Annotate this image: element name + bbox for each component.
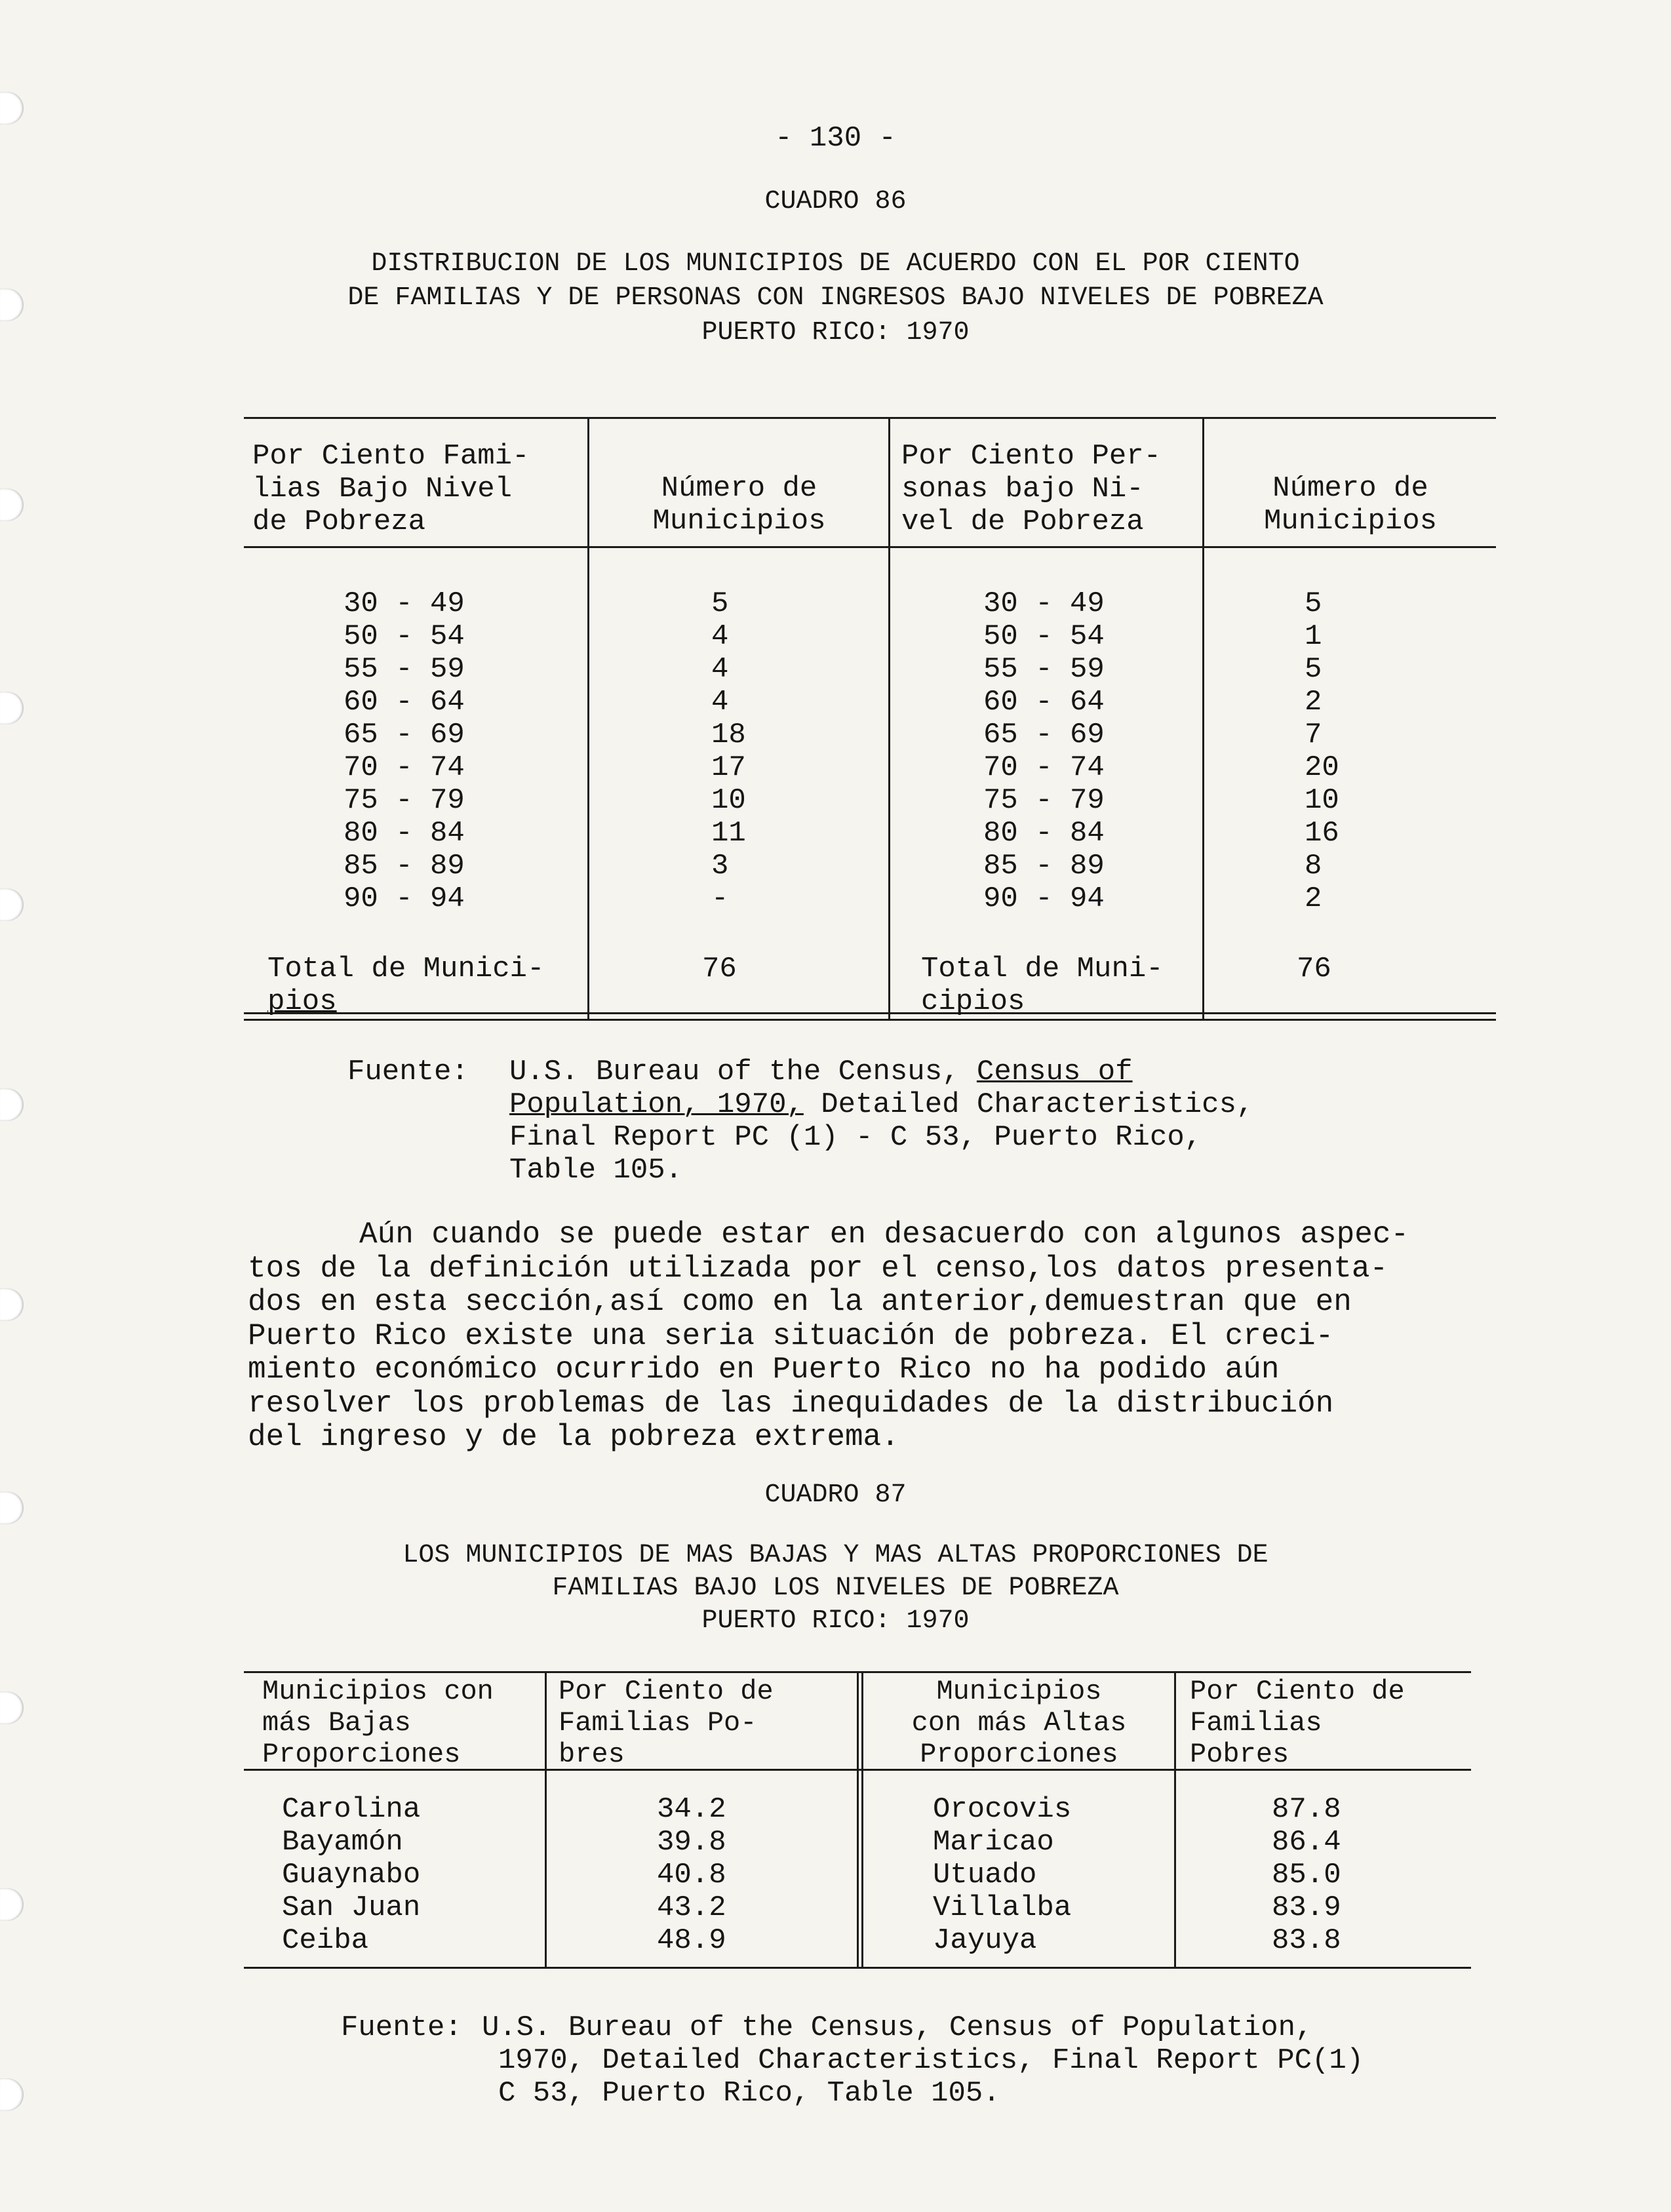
column-divider	[857, 1671, 859, 1969]
source-text: U.S. Bureau of the Census, Census of Population, 1970, Detailed Characteristics, Final Report PC (1) - C 53, Puerto Rico, Table 105.	[509, 1056, 1254, 1187]
table-cell: 18	[711, 719, 746, 751]
source-label-2: Fuente:	[341, 2011, 462, 2044]
table-cell: 60 - 64	[983, 686, 1105, 719]
table-cell: 11	[711, 817, 746, 850]
header-high-municipios: Municipios con más Altas Proporciones	[911, 1676, 1127, 1770]
table-cell: 90 - 94	[983, 882, 1105, 915]
cuadro87-title-line: FAMILIAS BAJO LOS NIVELES DE POBREZA	[552, 1573, 1119, 1603]
table-col-high-municipio	[933, 1793, 1071, 1957]
table-col-range-2	[983, 587, 1105, 915]
binder-hole	[0, 888, 24, 921]
table-cell: Ceiba	[282, 1924, 369, 1957]
table-cell: 2	[1305, 882, 1322, 915]
table-cell: 80 - 84	[983, 817, 1105, 850]
table-cell: -	[711, 882, 729, 915]
table-cell: 4	[711, 620, 729, 653]
table-cell: 75 - 79	[983, 784, 1105, 817]
table-col-count	[711, 587, 746, 915]
table-col-low-municipio	[282, 1793, 420, 1957]
table-cell: 55 - 59	[344, 653, 465, 686]
column-divider	[888, 417, 890, 1019]
binder-hole	[0, 1088, 24, 1121]
table-cell: 8	[1305, 850, 1322, 882]
table-cell: 70 - 74	[983, 751, 1105, 784]
table-cell: 20	[1305, 751, 1339, 784]
table-cell: 70 - 74	[344, 751, 465, 784]
column-divider	[587, 417, 589, 1019]
header-high-pct: Por Ciento de Familias Pobres	[1190, 1676, 1405, 1770]
table-cell: 75 - 79	[344, 784, 465, 817]
cuadro86-title-line: DE FAMILIAS Y DE PERSONAS CON INGRESOS BAJO NIVELES DE POBREZA	[347, 283, 1324, 313]
table-cell: 34.2	[657, 1793, 726, 1826]
table-cell: 5	[1305, 653, 1322, 686]
header-num-municipios-2: Número de Municipios	[1263, 472, 1438, 538]
header-low-municipios: Municipios con más Bajas Proporciones	[262, 1676, 494, 1770]
table-col-high-pct	[1272, 1793, 1341, 1957]
binder-hole	[0, 1888, 24, 1921]
column-divider	[861, 1671, 863, 1969]
table-cell: 50 - 54	[344, 620, 465, 653]
cuadro86-label: CUADRO 86	[764, 187, 907, 216]
cuadro86-title-line: DISTRIBUCION DE LOS MUNICIPIOS DE ACUERDO CON EL POR CIENTO	[371, 249, 1300, 279]
binder-hole	[0, 692, 24, 724]
table-cell: 85 - 89	[983, 850, 1105, 882]
cuadro86-title-line: PUERTO RICO: 1970	[701, 318, 970, 347]
table-cell: 40.8	[657, 1859, 726, 1891]
cuadro87-label: CUADRO 87	[764, 1480, 907, 1510]
table-cell: 60 - 64	[344, 686, 465, 719]
page-number: - 130 -	[775, 122, 896, 155]
table-cell: 4	[711, 653, 729, 686]
body-paragraph: Aún cuando se puede estar en desacuerdo con algunos aspec- tos de la definición utilizada por el censo,los datos presenta- dos en esta sección,así como en la anterior,demuestran que en Puerto Rico existe una seria situación de pobreza. El creci- miento económico ocurrido en Puerto Rico no ha podido aún resolver los problemas de las inequidades de la distribución del ingreso y de la pobreza extrema.	[248, 1217, 1409, 1454]
cuadro87-title-line: PUERTO RICO: 1970	[701, 1606, 970, 1636]
table-cell: 65 - 69	[344, 719, 465, 751]
table-cell: 4	[711, 686, 729, 719]
table-cell: 87.8	[1272, 1793, 1341, 1826]
header-num-municipios: Número de Municipios	[652, 472, 826, 538]
table-cell: Carolina	[282, 1793, 421, 1826]
column-divider	[1202, 417, 1204, 1019]
table-cell: 83.8	[1272, 1924, 1341, 1957]
table-cell: 48.9	[657, 1924, 726, 1957]
binder-hole	[0, 1691, 24, 1724]
table-rule	[244, 417, 1496, 419]
column-divider	[1174, 1671, 1176, 1969]
table-cell: 5	[711, 587, 729, 620]
table-cell: 5	[1305, 587, 1322, 620]
table-cell: 85.0	[1272, 1859, 1341, 1891]
header-pct-families: Por Ciento Fami- lias Bajo Nivel de Pobreza	[252, 440, 530, 538]
table-cell: 80 - 84	[344, 817, 465, 850]
table-cell: San Juan	[282, 1891, 421, 1924]
table-cell: 85 - 89	[344, 850, 465, 882]
total-label-families: Total de Munici- pios	[267, 953, 545, 1018]
table-cell: 16	[1305, 817, 1339, 850]
binder-hole	[0, 1288, 24, 1321]
table-cell: 10	[1305, 784, 1339, 817]
table-cell: 2	[1305, 686, 1322, 719]
table-cell: Bayamón	[282, 1826, 403, 1859]
table-cell: 90 - 94	[344, 882, 465, 915]
table-cell: 39.8	[657, 1826, 726, 1859]
column-divider	[545, 1671, 547, 1969]
table-cell: 17	[711, 751, 746, 784]
source-text-2: U.S. Bureau of the Census, Census of Population, 1970, Detailed Characteristics, Final Report PC(1) C 53, Puerto Rico, Table 105.	[482, 2011, 1364, 2110]
table-rule	[244, 1019, 1496, 1021]
table-cell: 1	[1305, 620, 1322, 653]
table-cell: Villalba	[933, 1891, 1072, 1924]
total-value: 76	[702, 953, 737, 985]
table-cell: 55 - 59	[983, 653, 1105, 686]
table-cell: 65 - 69	[983, 719, 1105, 751]
table-cell: 86.4	[1272, 1826, 1341, 1859]
total-label-persons: Total de Muni- cipios	[921, 953, 1164, 1018]
table-cell: 30 - 49	[983, 587, 1105, 620]
binder-hole	[0, 2078, 24, 2111]
header-low-pct: Por Ciento de Familias Po- bres	[559, 1676, 774, 1770]
table-cell: 43.2	[657, 1891, 726, 1924]
table-cell: 10	[711, 784, 746, 817]
source-label: Fuente:	[347, 1056, 469, 1088]
table-rule	[244, 546, 1496, 548]
table-col-count-2	[1305, 587, 1339, 915]
header-pct-persons: Por Ciento Per- sonas bajo Ni- vel de Pobreza	[901, 440, 1162, 538]
binder-hole	[0, 92, 24, 125]
table-cell: Orocovis	[933, 1793, 1072, 1826]
table-cell: Maricao	[933, 1826, 1054, 1859]
table-cell: Jayuya	[933, 1924, 1037, 1957]
total-value-2: 76	[1297, 953, 1331, 985]
table-col-low-pct	[657, 1793, 726, 1957]
table-cell: 3	[711, 850, 729, 882]
table-cell: Guaynabo	[282, 1859, 421, 1891]
table-cell: 83.9	[1272, 1891, 1341, 1924]
table-cell: Utuado	[933, 1859, 1037, 1891]
table-cell: 7	[1305, 719, 1322, 751]
table-cell: 50 - 54	[983, 620, 1105, 653]
binder-hole	[0, 488, 24, 521]
table-col-range	[344, 587, 465, 915]
cuadro87-title-line: LOS MUNICIPIOS DE MAS BAJAS Y MAS ALTAS PROPORCIONES DE	[403, 1541, 1268, 1570]
table-cell: 30 - 49	[344, 587, 465, 620]
